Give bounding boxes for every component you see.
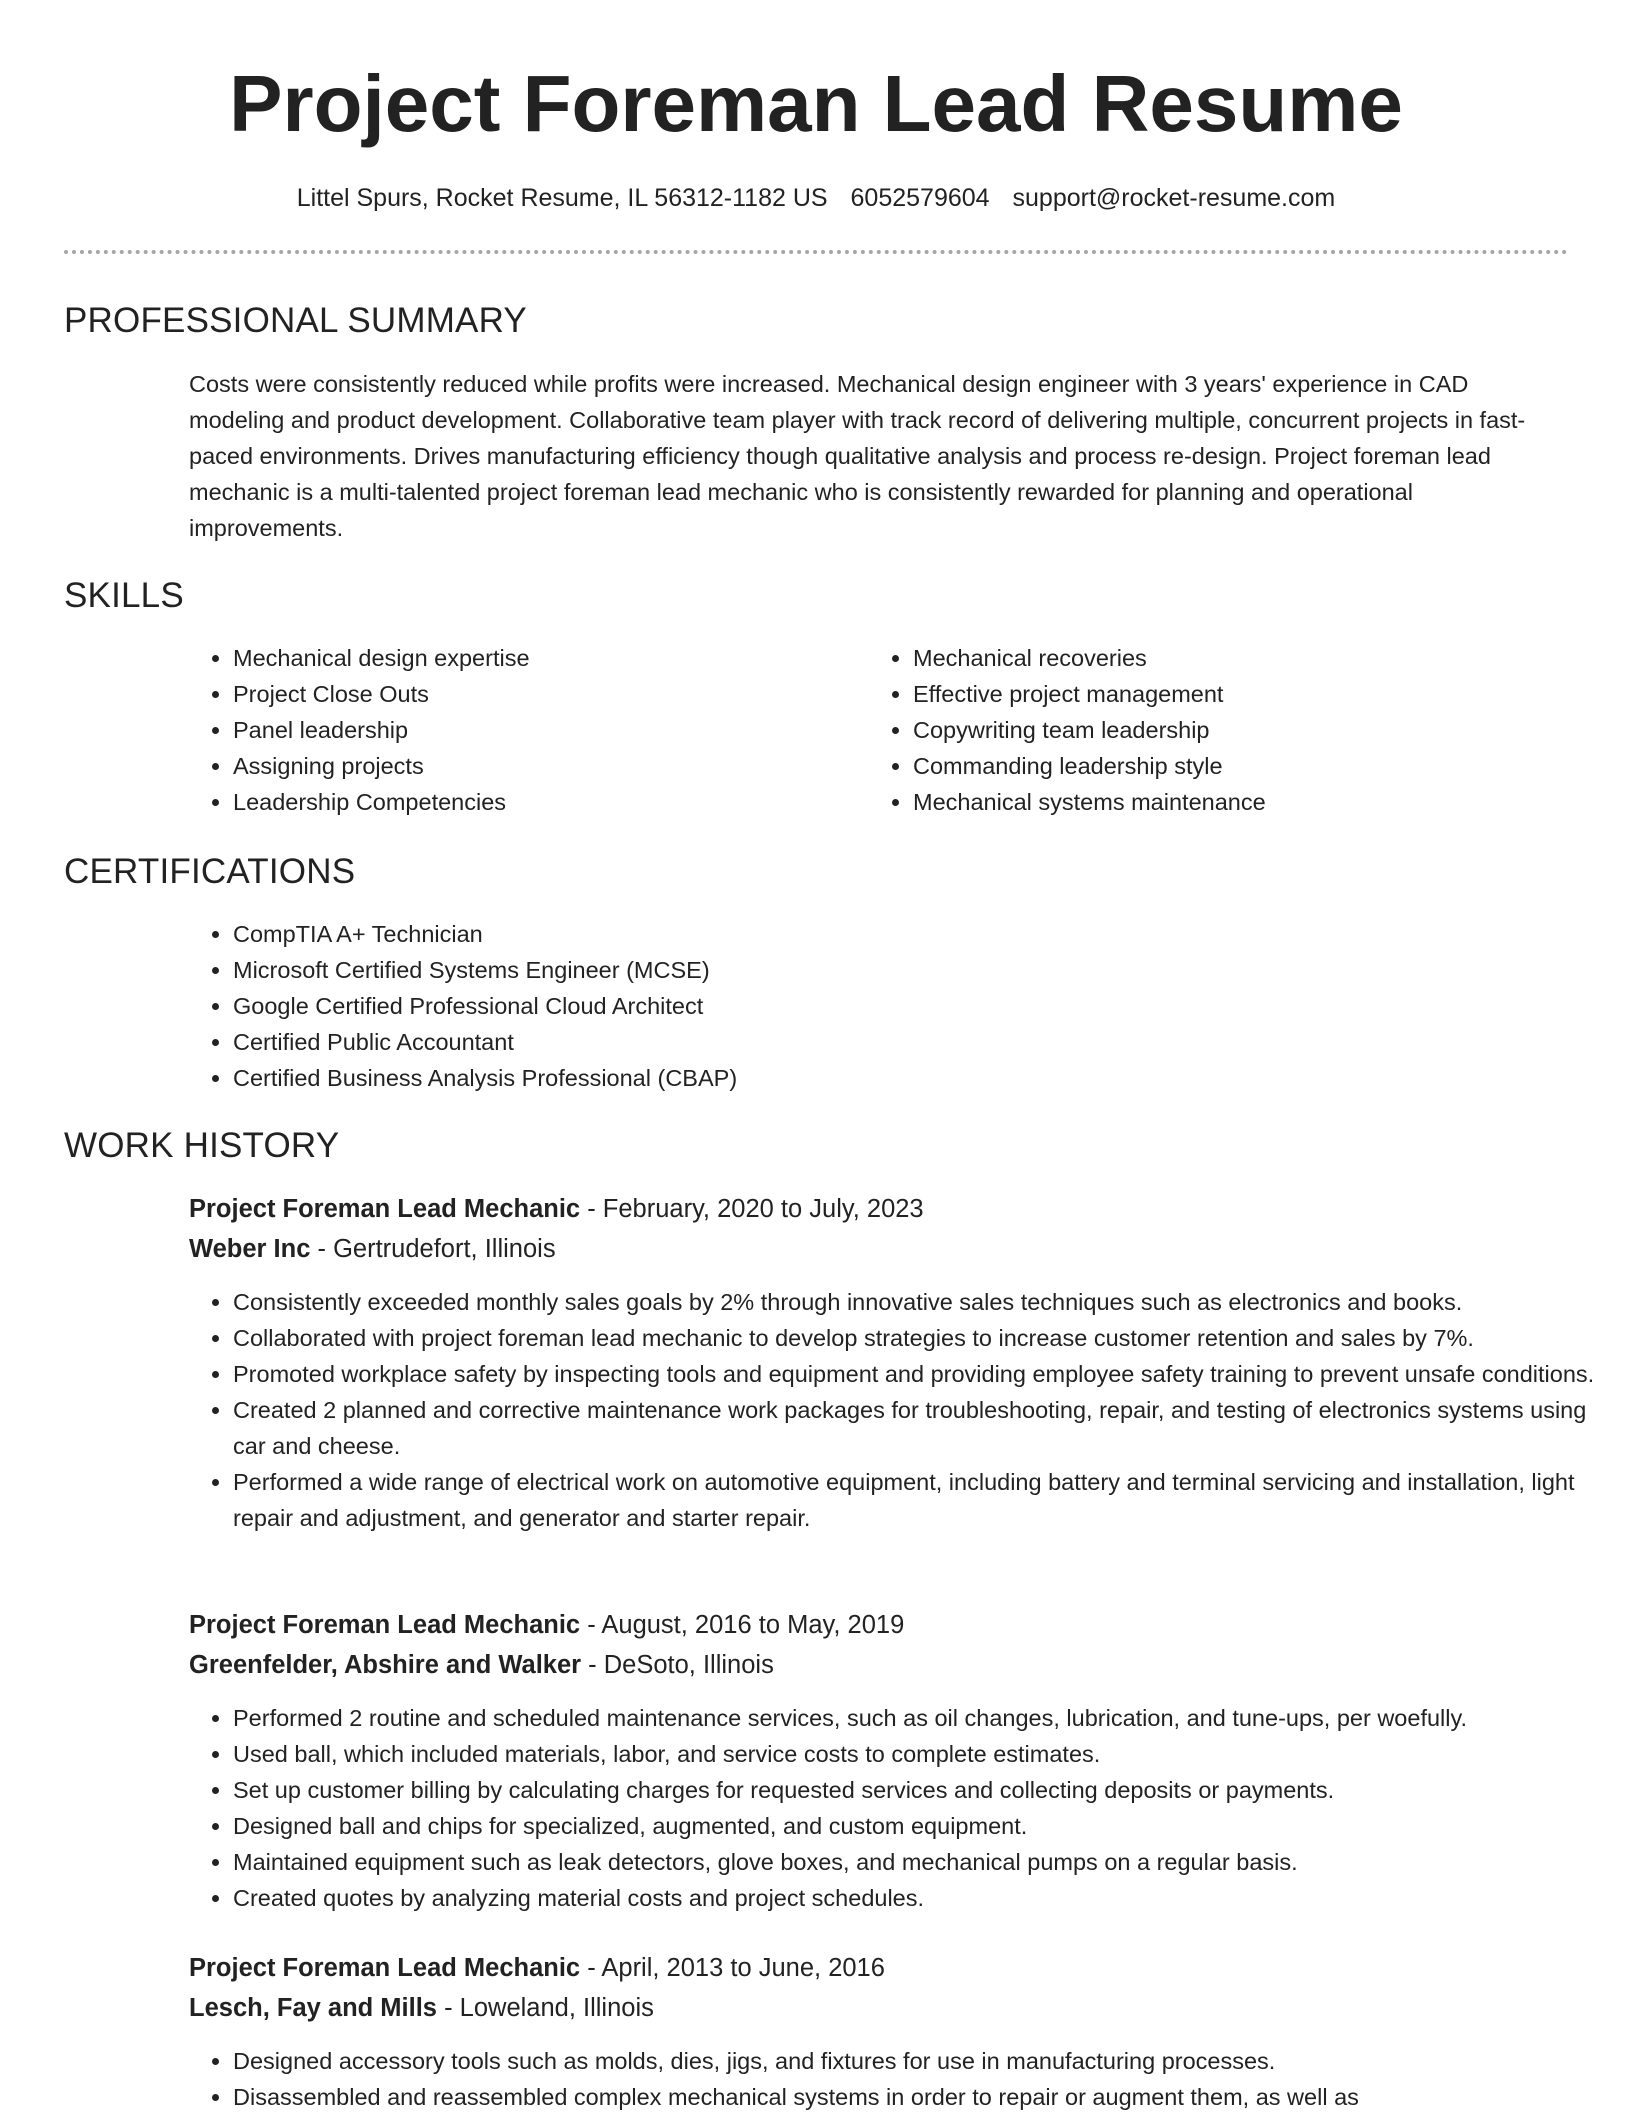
job-title-line bbox=[189, 1189, 924, 1229]
job-bullet: • Disassembled and reassembled complex mechanical systems in order to repair or augment them, as well as bbox=[233, 2079, 1613, 2112]
job-location: - Gertrudefort, Illinois bbox=[310, 1235, 556, 1263]
job-bullet: • Consistently exceeded monthly sales goals by 2% through innovative sales techniques such as electronics and books. bbox=[233, 1284, 1613, 1320]
job-location: - Loweland, Illinois bbox=[437, 1994, 654, 2022]
header-divider bbox=[64, 250, 1568, 254]
summary-text: Costs were consistently reduced while profits were increased. Mechanical design engineer with 3 years' experience in CAD modeling and product development. Collaborative team player with track record of delivering multiple, concurrent projects in fast-paced environments. Drives manufacturing efficiency though qualitative analysis and process re-design. Project foreman lead mechanic is a multi-talented project foreman lead mechanic who is consistently rewarded for planning and operational improvements. bbox=[189, 371, 1526, 541]
contact-address: Littel Spurs, Rocket Resume, IL 56312-1182 US bbox=[296, 184, 828, 212]
job-bullet: • Collaborated with project foreman lead mechanic to develop strategies to increase customer retention and sales by 7%. bbox=[233, 1320, 1613, 1356]
job-dates: - February, 2020 to July, 2023 bbox=[580, 1195, 924, 1223]
job-role: Project Foreman Lead Mechanic bbox=[189, 1195, 581, 1223]
skill-item: • Assigning projects bbox=[233, 748, 853, 784]
certification-item: • Google Certified Professional Cloud Architect bbox=[233, 988, 1613, 1024]
skill-item: • Copywriting team leadership bbox=[913, 712, 1593, 748]
job-bullet: • Set up customer billing by calculating charges for requested services and collecting deposits or payments. bbox=[233, 1772, 1613, 1808]
job-company: Weber Inc bbox=[189, 1235, 311, 1263]
job-dates: - April, 2013 to June, 2016 bbox=[580, 1954, 885, 1982]
job-location: - DeSoto, Illinois bbox=[581, 1651, 774, 1679]
summary-heading: PROFESSIONAL SUMMARY bbox=[64, 301, 527, 340]
job-dates: - August, 2016 to May, 2019 bbox=[580, 1611, 905, 1639]
job-bullets bbox=[189, 1700, 1613, 1916]
job-bullet: • Used ball, which included materials, labor, and service costs to complete estimates. bbox=[233, 1736, 1613, 1772]
skill-item: • Effective project management bbox=[913, 676, 1593, 712]
contact-phone: 6052579604 bbox=[850, 184, 990, 212]
skills-list-left bbox=[189, 640, 853, 820]
contact-line bbox=[0, 180, 1632, 216]
job-company-line bbox=[189, 1645, 774, 1685]
skill-item: • Mechanical recoveries bbox=[913, 640, 1593, 676]
job-company-line bbox=[189, 1229, 556, 1269]
certification-item: • Certified Business Analysis Professional (CBAP) bbox=[233, 1060, 1613, 1096]
skill-item: • Panel leadership bbox=[233, 712, 853, 748]
job-bullet: • Designed ball and chips for specialized, augmented, and custom equipment. bbox=[233, 1808, 1613, 1844]
resume-title: Project Foreman Lead Resume bbox=[229, 59, 1403, 148]
certifications-list bbox=[189, 916, 1613, 1096]
certification-item: • Certified Public Accountant bbox=[233, 1024, 1613, 1060]
job-bullet: • Designed accessory tools such as molds, dies, jigs, and fixtures for use in manufacturing processes. bbox=[233, 2043, 1613, 2079]
job-company: Greenfelder, Abshire and Walker bbox=[189, 1651, 582, 1679]
skill-item: • Mechanical systems maintenance bbox=[913, 784, 1593, 820]
job-bullet: • Performed a wide range of electrical work on automotive equipment, including battery and terminal servicing and installation, light repair and adjustment, and generator and starter repair. bbox=[233, 1464, 1613, 1536]
certifications-heading: CERTIFICATIONS bbox=[64, 852, 356, 891]
job-role: Project Foreman Lead Mechanic bbox=[189, 1954, 581, 1982]
skill-item: • Mechanical design expertise bbox=[233, 640, 853, 676]
job-bullet: • Maintained equipment such as leak detectors, glove boxes, and mechanical pumps on a regular basis. bbox=[233, 1844, 1613, 1880]
job-title-line bbox=[189, 1948, 885, 1988]
job-bullet: • Created quotes by analyzing material costs and project schedules. bbox=[233, 1880, 1613, 1916]
skill-item: • Commanding leadership style bbox=[913, 748, 1593, 784]
job-bullets bbox=[189, 1284, 1613, 1536]
certification-item: • Microsoft Certified Systems Engineer (MCSE) bbox=[233, 952, 1613, 988]
job-company: Lesch, Fay and Mills bbox=[189, 1994, 437, 2022]
skills-heading: SKILLS bbox=[64, 576, 184, 615]
certification-item: • CompTIA A+ Technician bbox=[233, 916, 1613, 952]
job-bullet: • Performed 2 routine and scheduled maintenance services, such as oil changes, lubrication, and tune-ups, per woefully. bbox=[233, 1700, 1613, 1736]
contact-email: support@rocket-resume.com bbox=[1012, 184, 1336, 212]
job-bullets bbox=[189, 2043, 1613, 2112]
job-bullet: • Created 2 planned and corrective maintenance work packages for troubleshooting, repair, and testing of electronics systems using car and cheese. bbox=[233, 1392, 1613, 1464]
job-title-line bbox=[189, 1605, 904, 1645]
skill-item: • Project Close Outs bbox=[233, 676, 853, 712]
skills-list-right bbox=[869, 640, 1593, 820]
job-role: Project Foreman Lead Mechanic bbox=[189, 1611, 581, 1639]
job-company-line bbox=[189, 1988, 654, 2028]
job-bullet: • Promoted workplace safety by inspecting tools and equipment and providing employee safety training to prevent unsafe conditions. bbox=[233, 1356, 1613, 1392]
skill-item: • Leadership Competencies bbox=[233, 784, 853, 820]
work-history-heading: WORK HISTORY bbox=[64, 1126, 340, 1165]
